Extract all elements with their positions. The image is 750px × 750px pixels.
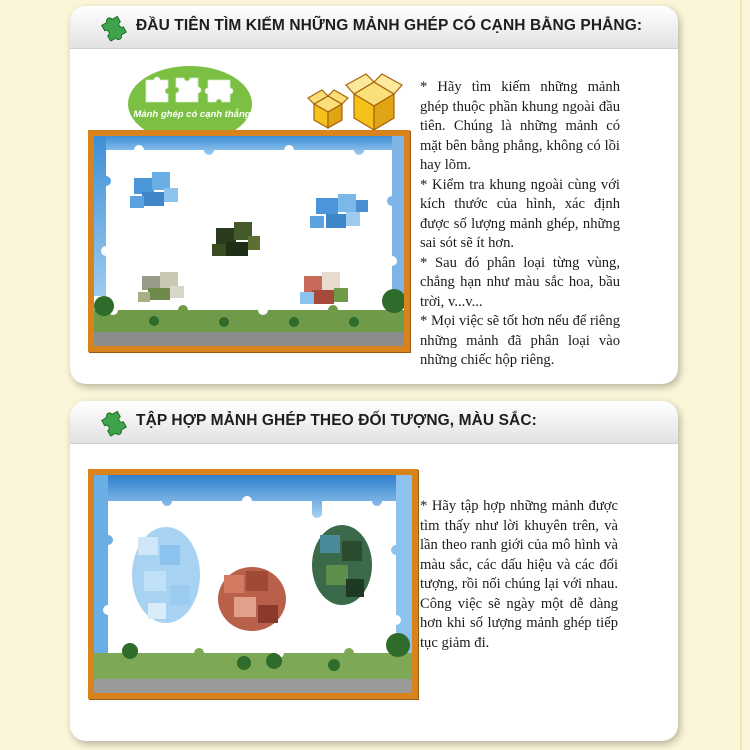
puzzle-pieces-white-icon	[146, 77, 233, 102]
page-edge-stripe	[740, 0, 742, 750]
puzzle-piece-icon	[96, 10, 130, 44]
puzzle-illustration-frame	[88, 130, 410, 352]
road-pieces-cluster	[138, 272, 184, 302]
puzzle-piece-icon	[96, 405, 130, 439]
bubble-label: Mảnh ghép có cạnh thẳng	[133, 109, 251, 120]
section-body-text	[420, 78, 620, 371]
paragraph: * Hãy tập hợp những mảnh được tìm thấy như lời khuyên trên, và lần theo ranh giới của mô hình và màu sắc, các dấu hiệu và các đối tượng, rồi nối chúng lại với nhau. Công việc sẽ ngày một dễ dàng hơn khi số lượng mảnh ghép tiếp tục giảm đi.	[420, 498, 618, 651]
open-box-icon	[306, 72, 406, 134]
section-title: TẬP HỢP MẢNH GHÉP THEO ĐỐI TƯỢNG, MÀU SẮC:	[136, 412, 537, 429]
section-card-group-by-color	[70, 401, 678, 741]
sky-pieces-group	[132, 527, 200, 623]
section-body-text	[420, 497, 618, 653]
paragraph: * Mọi việc sẽ tốt hơn nếu để riêng những mảnh đã phân loại vào những chiếc hộp riêng.	[420, 313, 620, 368]
section-header	[70, 6, 678, 49]
paragraph: * Kiểm tra khung ngoài cùng với kích thước của hình, xác định được số lượng mảnh ghép, những sai sót sẽ ít hơn.	[420, 176, 620, 251]
building-pieces-group	[218, 567, 286, 631]
section-card-flat-edges	[70, 6, 678, 384]
section-header	[70, 401, 678, 444]
puzzle-illustration-frame	[88, 469, 418, 699]
tree-pieces-group	[312, 525, 372, 605]
section-title: ĐẦU TIÊN TÌM KIẾM NHỮNG MẢNH GHÉP CÓ CẠNH BẰNG PHẲNG:	[136, 17, 643, 34]
paragraph: * Hãy tìm kiếm những mảnh ghép thuộc phần khung ngoài đầu tiên. Chúng là những mảnh có mặt bên bằng phẳng, không có lồi hay lõm.	[420, 79, 620, 173]
paragraph: * Sau đó phân loại từng vùng, chẳng hạn như màu sắc hoa, bầu trời, v...v...	[420, 254, 620, 310]
